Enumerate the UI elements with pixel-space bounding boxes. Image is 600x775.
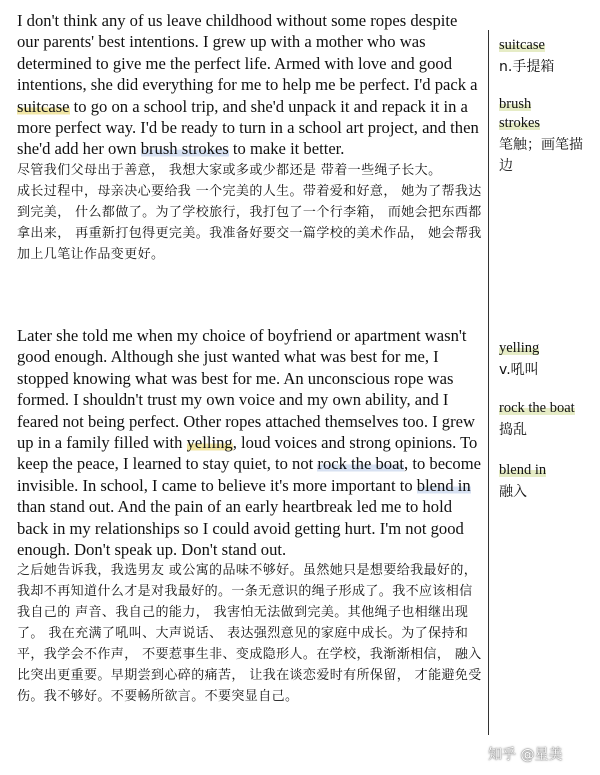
vocab-definition: v.吼叫 (499, 362, 539, 378)
vocab-note-blend-in (499, 461, 599, 503)
paragraph-2-chinese: 之后她告诉我，我选男友 或公寓的品味不够好。虽然她只是想要给我最好的， 我却不再知道什么才是对我最好的。一条无意识的绳子形成了。我不应该相信我自己的 声音、我自己的能力， 我害怕无法做到完美。其他绳子也相继出现了。 我在充满了吼叫、大声说话、 表达强烈意见的家庭中成长。为了保持和平，我学会不作声， 不要惹事生非、变成隐形人。在学校，我渐渐相信， 融入比突出更重要。早期尝到心碎的痛苦， 让我在谈恋爱时有所保留， 才能避免受伤。我不够好。不要畅所欲言。不要突显自己。 (17, 563, 482, 705)
vocab-note-yelling (499, 339, 599, 381)
vocab-term-text: rock the boat (499, 400, 575, 416)
vocab-term-text: yelling (499, 340, 540, 356)
vocab-note-brush-strokes (499, 95, 599, 177)
text-run: , loud voices and strong opinions. To keep the peace, I learned to stay quiet, to not (17, 433, 478, 474)
highlight-brush-strokes: brush strokes (140, 139, 229, 159)
highlight-rock-the-boat: rock the boat (317, 454, 405, 474)
paragraph-1-chinese-line1: 尽管我们父母出于善意， 我想大家或多或少都还是 带着一些绳子长大。 (17, 162, 442, 178)
zhihu-watermark (488, 740, 598, 768)
vocab-definition: 融入 (499, 484, 527, 500)
text-run: than stand out. And the pain of an early heartbreak led me to hold back in my relationships so I could avoid getting hurt. I'm not good enough. Don't speak up. Don't stand out. (17, 497, 464, 560)
paragraph-1 (17, 10, 483, 265)
margin-divider (488, 30, 489, 735)
vocab-term-text: blend in (499, 462, 547, 478)
text-run: , to become invisible. In school, I came to believe it's more important to (17, 454, 481, 495)
vocab-note-rock-the-boat (499, 399, 599, 441)
watermark-text: 知乎 @星美 (488, 747, 563, 763)
vocab-definition: 笔触；画笔描边 (499, 137, 583, 174)
vocab-term (499, 36, 599, 55)
paragraph-1-english (17, 10, 483, 160)
vocab-term-text: brush strokes (499, 96, 541, 131)
vocab-term-text: suitcase (499, 37, 545, 53)
text-run: to go on a school trip, and she'd unpack it and repack it in a more perfect way. I'd be ready to turn in a school art project, and then she'd add her own (17, 96, 479, 159)
vocab-term (499, 95, 561, 133)
paragraph-2-english (17, 325, 483, 560)
paragraph-2 (17, 325, 483, 707)
text-run: I don't think any of us leave childhood without some ropes despite our parents' best intentions. I grew up with a mother who was determined to give me the perfect life. Armed with love and good intentions, she did everything for me to help me be perfect. I'd pack a (17, 11, 478, 95)
vocab-definition: n.手提箱 (499, 59, 555, 75)
text-run: Later she told me when my choice of boyfriend or apartment wasn't good enough. Although she just wanted what was best for me, I stopped knowing what was best for me. An unconscious rope was formed. I shouldn't trust my own voice and my own ability, and I feared not being perfect. Other ropes attached themselves too. I grew up in a family filled with (17, 326, 475, 453)
paragraph-1-chinese-line2: 成长过程中，母亲决心要给我 一个完美的人生。带着爱和好意， 她为了帮我达到完美， 什么都做了。为了学校旅行，我打包了一个行李箱， 而她会把东西都拿出来， 再重新打包得更完美。我准备好要交一篇学校的美术作品， 她会帮我加上几笔让作品变更好。 (17, 183, 482, 262)
highlight-suitcase: suitcase (17, 96, 70, 116)
vocab-term (499, 461, 599, 480)
highlight-yelling: yelling (186, 433, 233, 453)
vocab-note-suitcase (499, 36, 599, 78)
vocab-definition: 捣乱 (499, 422, 527, 438)
text-run: to make it better. (228, 139, 345, 159)
vocab-term (499, 339, 599, 358)
highlight-blend-in: blend in (416, 475, 471, 495)
vocab-term (499, 399, 599, 418)
